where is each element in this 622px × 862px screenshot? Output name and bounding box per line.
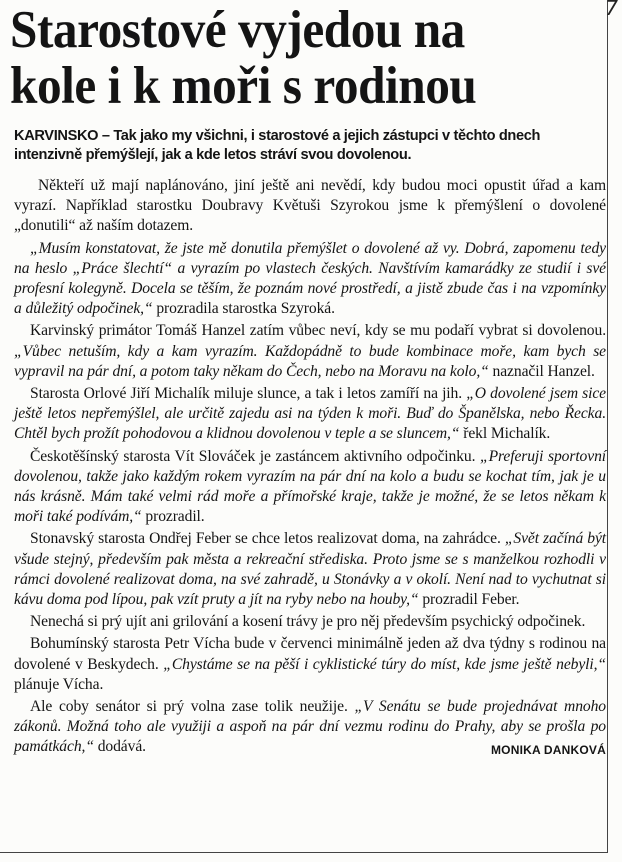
article-paragraph xyxy=(14,529,606,610)
paragraph-text: Někteří už mají naplánováno, jiní ještě ani nevědí, kdy budou moci opustit úřad a kam vyrazí. Například starostku Doubravy Květuši Szyrokou jsme k přemýšlení o dovolené „donutili“ až naším dotazem. xyxy=(14,177,606,235)
quote-text: „Preferuji sportovní dovolenou, takže jako každým rokem vyrazím na pár dní na kolo a budu se kochat tím, jak je u nás krásně. Mám také velmi rád moře a přímořské kraje, takže je možné, že se letos někam k moři také podívám,“ xyxy=(14,447,607,526)
quote-text: „Musím konstatovat, že jste mě donutila přemýšlet o dovolené až vy. Dobrá, zapomenu tedy na heslo „Práce šlechtí“ a vyrazím po vlastech českých. Navštívím kamarádky ze studií i své profesní kolegyně. Docela se těším, že poznám nové prostředí, a jistě zbude čas i na vzpomínky a důležitý odpočinek,“ xyxy=(14,239,606,318)
paragraph-text: prozradil. xyxy=(141,508,205,526)
article-paragraph xyxy=(14,384,606,445)
paragraph-text: Stonavský starosta Ondřej Feber se chce letos realizovat doma, na zahrádce. xyxy=(30,530,505,548)
paragraph-text: plánuje Vícha. xyxy=(14,675,104,693)
paragraph-text: prozradila starostka Szyroká. xyxy=(152,300,335,318)
paragraph-text: Bohumínský starosta Petr Vícha bude v červenci minimálně jeden až dva týdny s rodinou na dovolené v Beskydech. xyxy=(14,635,606,673)
headline-line-1: Starostové vyjedou na xyxy=(10,1,465,59)
article-paragraph xyxy=(14,321,606,382)
quote-text: „Svět začíná být všude stejný, především pak města a rekreační střediska. Proto jsme se s manželkou rozhodli v rámci dovolené realizovat doma, na své zahradě, u Stonávky a v okolí. Není nad to vychutnat si kávu doma pod lípou, pak vzít pruty a jít na ryby nebo na houby,“ xyxy=(14,530,606,609)
paragraph-text: Českotěšínský starosta Vít Slováček je zastáncem aktivního odpočinku. xyxy=(30,447,480,465)
article-headline xyxy=(10,2,559,114)
page-mark: 7 xyxy=(605,0,618,20)
paragraph-text: dodává. xyxy=(93,738,146,756)
paragraph-text: Nenechá si prý ujít ani grilování a kosení trávy je pro něj především psychický odpočinek. xyxy=(30,613,586,631)
paragraph-text: prozradil Feber. xyxy=(418,591,520,609)
article-body xyxy=(14,176,606,761)
author-byline: MONIKA DANKOVÁ xyxy=(490,743,606,758)
paragraph-text: Karvinský primátor Tomáš Hanzel zatím vůbec neví, kdy se mu podaří vybrat si dovolenou. xyxy=(30,322,606,340)
article-paragraph xyxy=(14,447,606,528)
headline-line-2: kole i k moři s rodinou xyxy=(10,57,477,115)
paragraph-text: Ale coby senátor si prý volna zase tolik neužije. xyxy=(30,698,355,716)
paragraph-text: naznačil Hanzel. xyxy=(488,362,595,380)
quote-text: „Vůbec netuším, kdy a kam vyrazím. Každopádně to bude kombinace moře, kam bych se vypravil na pár dní, a potom taky někam do Čech, nebo na Moravu na kolo,“ xyxy=(14,342,606,380)
paragraph-text: Starosta Orlové Jiří Michalík miluje slunce, a tak i letos zamíří na jih. xyxy=(30,385,467,403)
article-paragraph xyxy=(14,176,606,237)
quote-text: „Chystáme se na pěší i cyklistické túry do míst, kde jsme ještě nebyli,“ xyxy=(163,655,606,673)
article-paragraph xyxy=(14,697,606,758)
quote-text: „V Senátu se bude projednávat mnoho zákonů. Možná toho ale využiji a aspoň na pár dní vezmu rodinu do Prahy, aby se prošla po památkách,“ xyxy=(14,698,606,756)
article-paragraph xyxy=(14,634,606,695)
quote-text: „O dovolené jsem sice ještě letos nepřemýšlel, ale určitě zajedu asi na týden k moři. Buď do Španělska, nebo Řecka. Chtěl bych prožít pohodovou a klidnou dovolenou v teple a se sluncem,“ xyxy=(14,385,606,443)
paragraph-text: řekl Michalík. xyxy=(459,425,551,443)
article-paragraph xyxy=(14,239,606,320)
article-lead: KARVINSKO – Tak jako my všichni, i starostové a jejich zástupci v těchto dnech intenzivně přemýšlejí, jak a kde letos stráví svou dovolenou. xyxy=(14,128,541,163)
article-paragraph xyxy=(14,612,606,632)
